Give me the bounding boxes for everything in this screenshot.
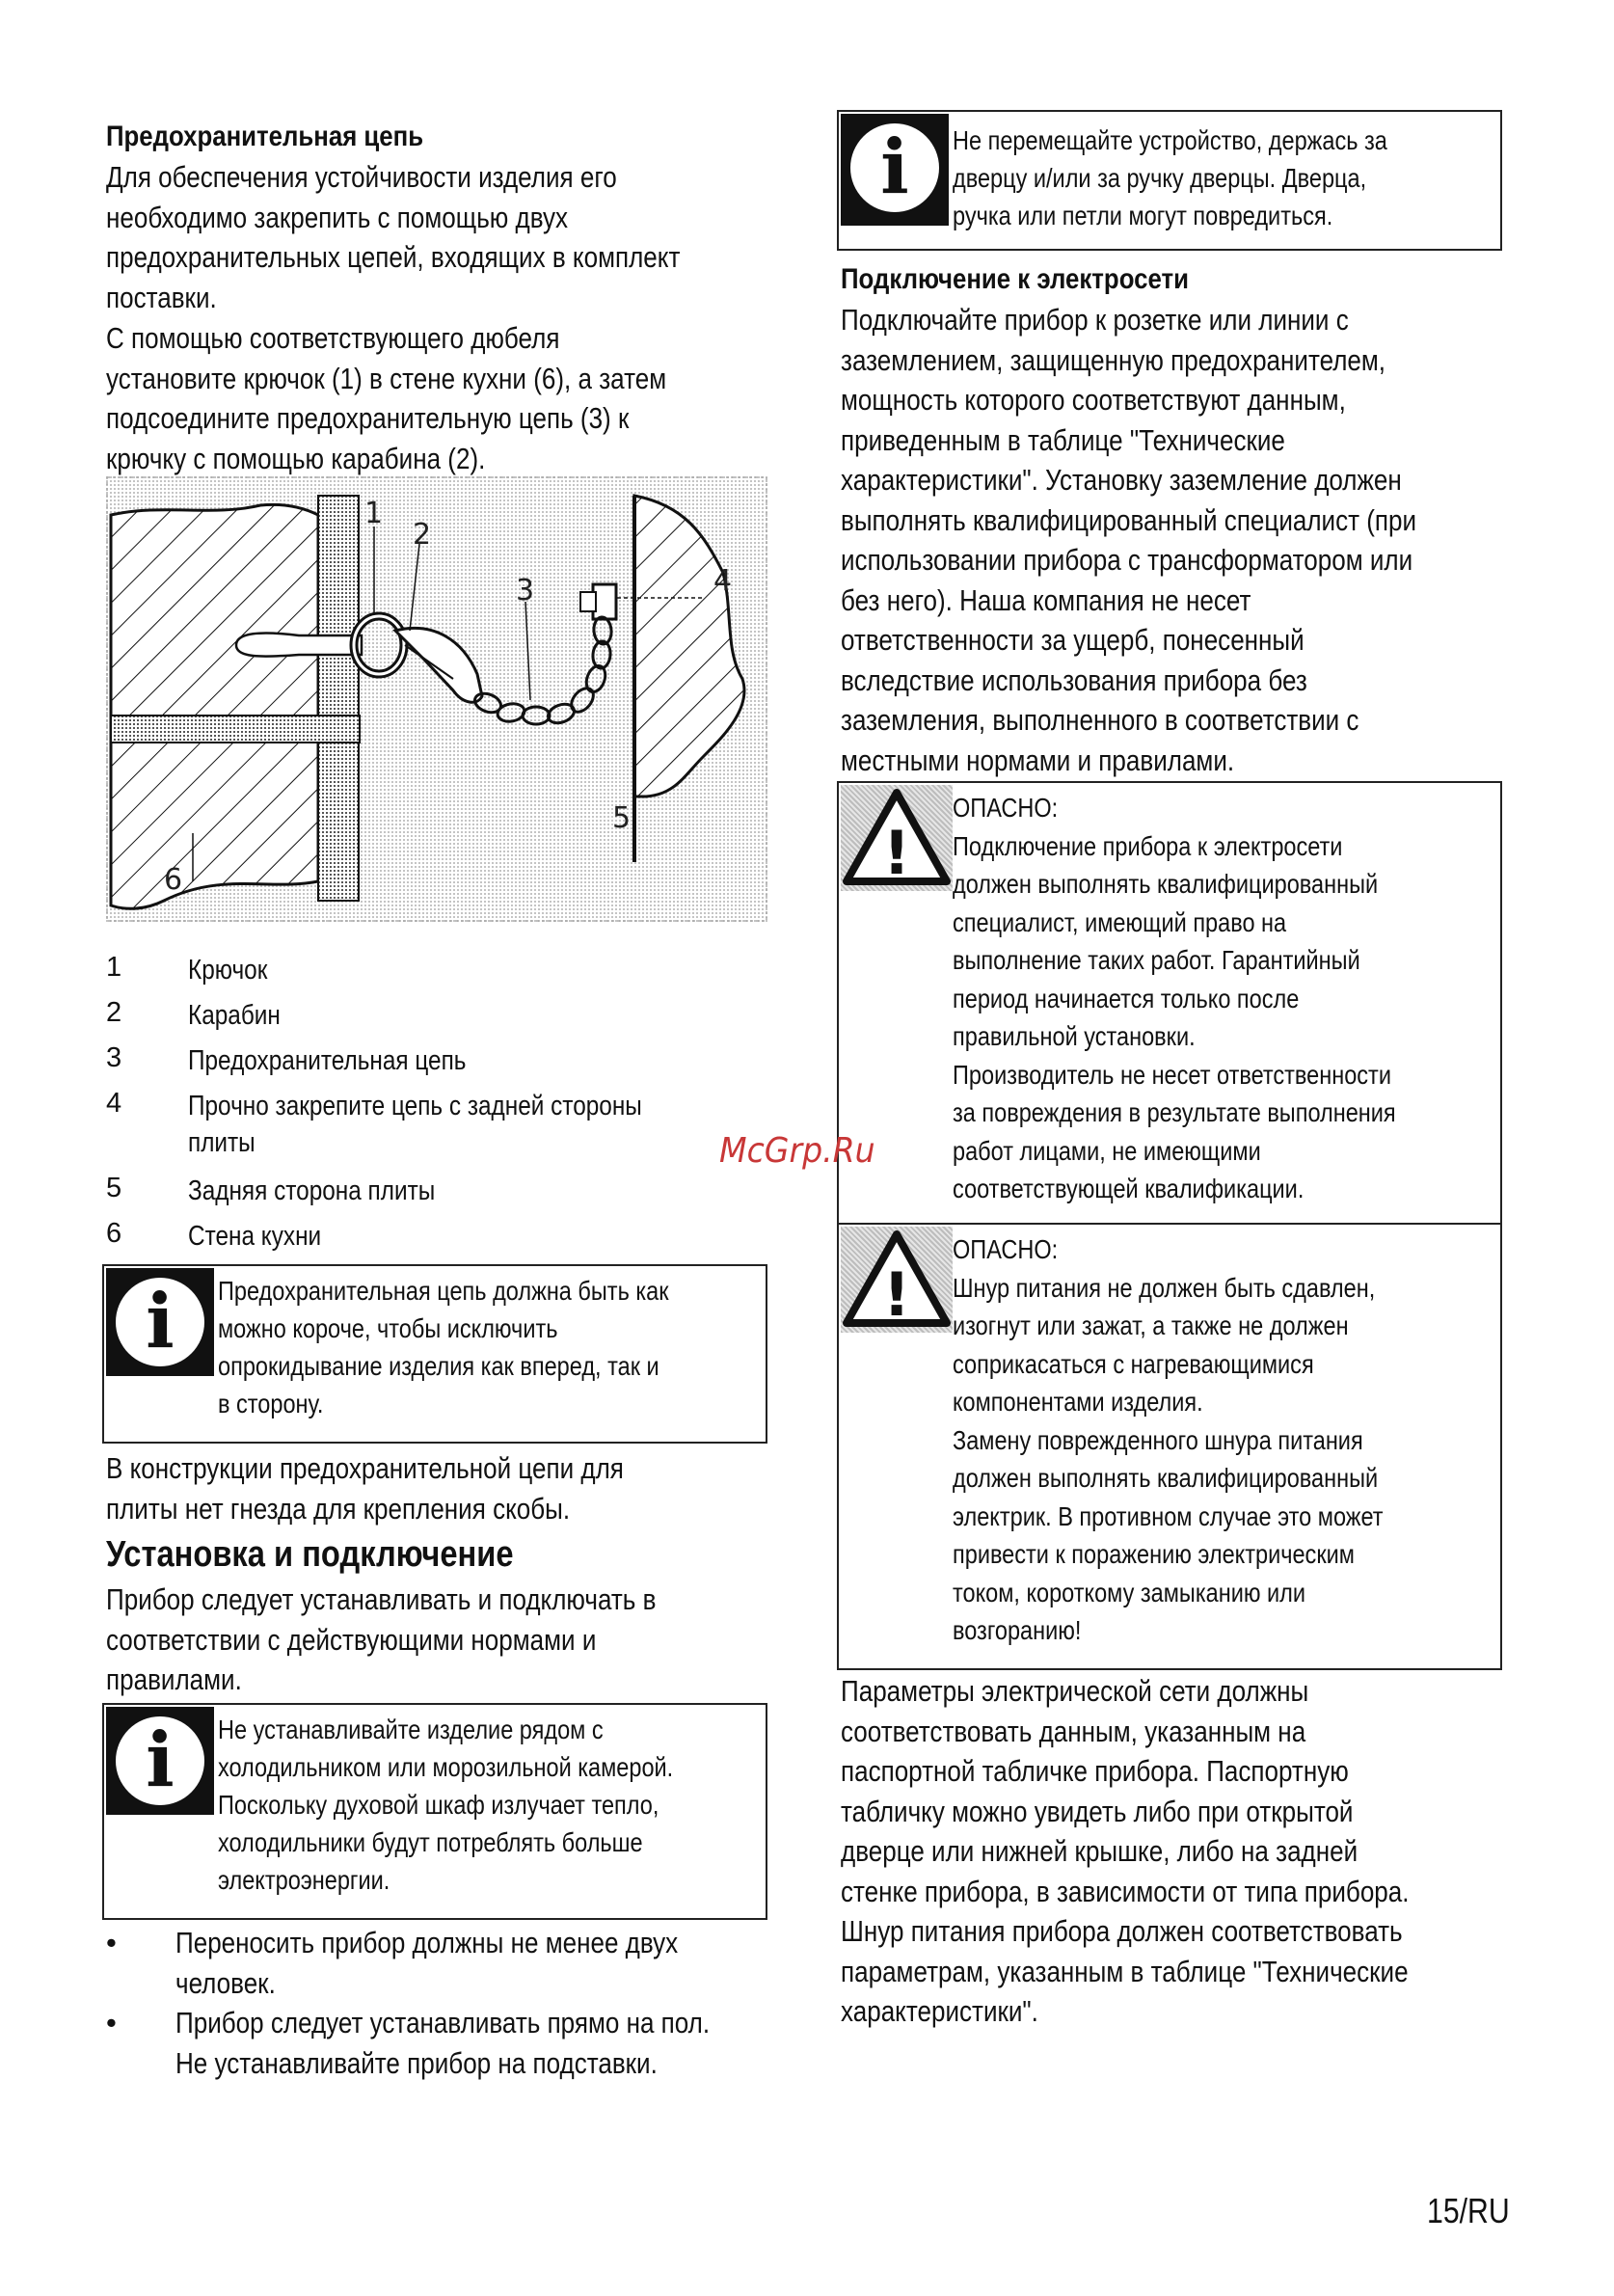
text-line: табличку можно увидеть либо при открытой <box>841 1794 1354 1828</box>
text-line: холодильником или морозильной камерой. <box>218 1752 674 1782</box>
legend-item <box>106 1042 781 1088</box>
text-line: соприкасаться с нагревающимися <box>953 1348 1314 1379</box>
danger-note-power-cord <box>837 1223 1502 1670</box>
info-icon: i <box>841 114 949 226</box>
safety-chain-heading: Предохранительная цепь <box>106 121 424 152</box>
info-icon: i <box>106 1707 214 1815</box>
text-line: компонентами изделия. <box>953 1387 1203 1417</box>
watermark: McGrp.Ru <box>719 1131 875 1171</box>
legend-item <box>106 1088 781 1173</box>
install-paragraph <box>106 1580 761 1700</box>
warning-triangle-icon <box>841 785 953 891</box>
text-line: плиты нет гнезда для крепления скобы. <box>106 1491 571 1526</box>
legend-number: 2 <box>106 997 122 1028</box>
text-line: должен выполнять квалифицированный <box>953 869 1379 899</box>
power-connection-paragraph <box>841 300 1526 780</box>
legend-label: Стена кухни <box>188 1221 322 1252</box>
text-line: Параметры электрической сети должны <box>841 1674 1309 1708</box>
info-note-door <box>837 110 1502 251</box>
text-line: установите крючок (1) в стене кухни (6), а затем <box>106 361 667 395</box>
safety-chain-diagram <box>106 476 767 922</box>
legend-label: Прочно закрепите цепь с задней стороны плиты <box>188 1091 642 1158</box>
danger-note-qualified-installation <box>837 781 1502 1225</box>
legend-number: 6 <box>106 1218 122 1249</box>
legend-label: Крючок <box>188 955 268 986</box>
text-line: мощность которого соответствуют данным, <box>841 383 1346 417</box>
text-line: опрокидывание изделия как вперед, так и <box>218 1351 659 1381</box>
info-icon: i <box>106 1268 214 1376</box>
figure-legend <box>106 952 781 1263</box>
legend-item <box>106 1218 781 1263</box>
figure-label-6: 6 <box>164 863 183 897</box>
text-line: заземления, выполненного в соответствии с <box>841 703 1359 737</box>
safety-chain-paragraph-2 <box>106 318 773 478</box>
text-line: крючку с помощью карабина (2). <box>106 441 486 475</box>
text-line: Для обеспечения устойчивости изделия его <box>106 160 617 194</box>
text-line: Производитель не несет ответственности <box>953 1059 1391 1090</box>
text-line: период начинается только после <box>953 983 1300 1013</box>
text-line: ОПАСНО: <box>953 793 1059 823</box>
bullet-icon: • <box>106 2006 117 2039</box>
text-line: изогнут или зажат, а также не должен <box>953 1310 1349 1340</box>
text-line: характеристики". <box>841 1994 1038 2028</box>
text-line: характеристики". Установку заземление должен <box>841 463 1402 497</box>
text-line: правильной установки. <box>953 1021 1196 1051</box>
text-line: без него). Наша компания не несет <box>841 582 1251 617</box>
info-note-fridge <box>102 1703 767 1920</box>
figure-label-3: 3 <box>516 574 535 608</box>
bullet-icon: • <box>106 1926 117 1959</box>
legend-number: 3 <box>106 1042 122 1073</box>
text-line: С помощью соответствующего дюбеля <box>106 321 560 355</box>
text-line: местными нормами и правилами. <box>841 743 1235 777</box>
legend-item <box>106 997 781 1042</box>
text-line: холодильники будут потреблять больше <box>218 1827 643 1857</box>
text-line: Замену поврежденного шнура питания <box>953 1424 1363 1455</box>
text-line: необходимо закрепить с помощью двух <box>106 200 569 234</box>
warning-triangle-icon <box>841 1227 953 1333</box>
network-parameters-paragraph <box>841 1671 1518 2032</box>
text-line: выполнение таких работ. Гарантийный <box>953 945 1360 975</box>
text-line: Не перемещайте устройство, держась за <box>953 125 1387 155</box>
svg-text:!: ! <box>882 818 911 888</box>
page-number: 15/RU <box>1427 2191 1510 2230</box>
legend-label: Задняя сторона плиты <box>188 1175 436 1206</box>
text-line: Шнур питания не должен быть сдавлен, <box>953 1272 1376 1303</box>
text-line: в сторону. <box>218 1389 324 1418</box>
text-line: правилами. <box>106 1662 242 1696</box>
text-line: Шнур питания прибора должен соответствовать <box>841 1914 1403 1948</box>
text-line: ОПАСНО: <box>953 1234 1059 1264</box>
legend-number: 1 <box>106 952 122 983</box>
text-line: специалист, имеющий право на <box>953 906 1287 937</box>
text-line: предохранительных цепей, входящих в комплект <box>106 240 681 274</box>
text-line: Предохранительная цепь должна быть как <box>218 1276 669 1306</box>
text-line: вследствие использования прибора без <box>841 662 1307 697</box>
text-line: должен выполнять квалифицированный <box>953 1463 1379 1493</box>
text-line: параметрам, указанным в таблице "Технические <box>841 1954 1409 1988</box>
bullet-item: • Переносить прибор должны не менее двух человек. <box>106 1923 800 2003</box>
text-line: подсоедините предохранительную цепь (3) к <box>106 401 630 435</box>
text-line: ответственности за ущерб, понесенный <box>841 623 1305 657</box>
text-line: выполнять квалифицированный специалист (при <box>841 502 1417 537</box>
figure-label-1: 1 <box>364 497 384 530</box>
text-line: приведенным в таблице "Технические <box>841 422 1285 457</box>
info-note-chain-length <box>102 1264 767 1444</box>
text-line: стенке прибора, в зависимости от типа прибора. <box>841 1874 1410 1908</box>
text-line: дверцу и/или за ручку дверцы. Дверца, <box>953 163 1367 193</box>
text-line: ручка или петли могут повредиться. <box>953 201 1333 230</box>
text-line: использовании прибора с трансформатором или <box>841 543 1413 577</box>
legend-label: Предохранительная цепь <box>188 1045 467 1076</box>
figure-label-5: 5 <box>612 801 632 835</box>
text-line: Прибор следует устанавливать и подключать в <box>106 1582 657 1616</box>
text-line: заземлением, защищенную предохранителем, <box>841 342 1386 377</box>
legend-label: Карабин <box>188 1000 281 1031</box>
bracket-paragraph <box>106 1448 722 1528</box>
legend-item <box>106 1173 781 1218</box>
text-line: можно короче, чтобы исключить <box>218 1313 558 1343</box>
text-line: за повреждения в результате выполнения <box>953 1097 1396 1127</box>
text-line: работ лицами, не имеющими <box>953 1135 1261 1166</box>
kitchen-wall-shape <box>111 504 318 908</box>
safety-chain-paragraph-1 <box>106 157 790 317</box>
text-line: током, короткому замыканию или <box>953 1577 1306 1607</box>
legend-item <box>106 952 781 997</box>
power-connection-heading: Подключение к электросети <box>841 263 1189 295</box>
wall-joint <box>111 716 360 743</box>
text-line: электрик. В противном случае это может <box>953 1500 1384 1531</box>
text-line: соответствовать данным, указанным на <box>841 1714 1306 1748</box>
bullet-item: • Прибор следует устанавливать прямо на пол. Не устанавливайте прибор на подставки. <box>106 2003 800 2083</box>
text-line: В конструкции предохранительной цепи для <box>106 1451 624 1485</box>
text-line: Подключайте прибор к розетке или линии с <box>841 303 1349 337</box>
wall-plug <box>236 633 362 656</box>
text-line: Не устанавливайте изделие рядом с <box>218 1715 604 1744</box>
text-line: Поскольку духовой шкаф излучает тепло, <box>218 1790 659 1820</box>
text-line: электроэнергии. <box>218 1865 390 1895</box>
svg-text:!: ! <box>882 1259 911 1330</box>
text-line: возгоранию! <box>953 1615 1082 1645</box>
figure-label-2: 2 <box>413 518 432 552</box>
text-line: поставки. <box>106 280 217 314</box>
install-heading: Установка и подключение <box>106 1534 514 1575</box>
wall-plaster-strip <box>318 496 359 901</box>
legend-number: 4 <box>106 1088 122 1119</box>
figure-label-4: 4 <box>713 564 733 598</box>
text-line: дверце или нижней крышке, либо на задней <box>841 1834 1358 1868</box>
install-bullet-list <box>106 1923 800 2083</box>
legend-number: 5 <box>106 1173 122 1203</box>
text-line: привести к поражению электрическим <box>953 1539 1355 1569</box>
text-line: соответствующей квалификации. <box>953 1174 1305 1203</box>
text-line: паспортной табличке прибора. Паспортную <box>841 1754 1349 1788</box>
text-line: Подключение прибора к электросети <box>953 830 1343 861</box>
text-line: соответствии с действующими нормами и <box>106 1622 597 1657</box>
